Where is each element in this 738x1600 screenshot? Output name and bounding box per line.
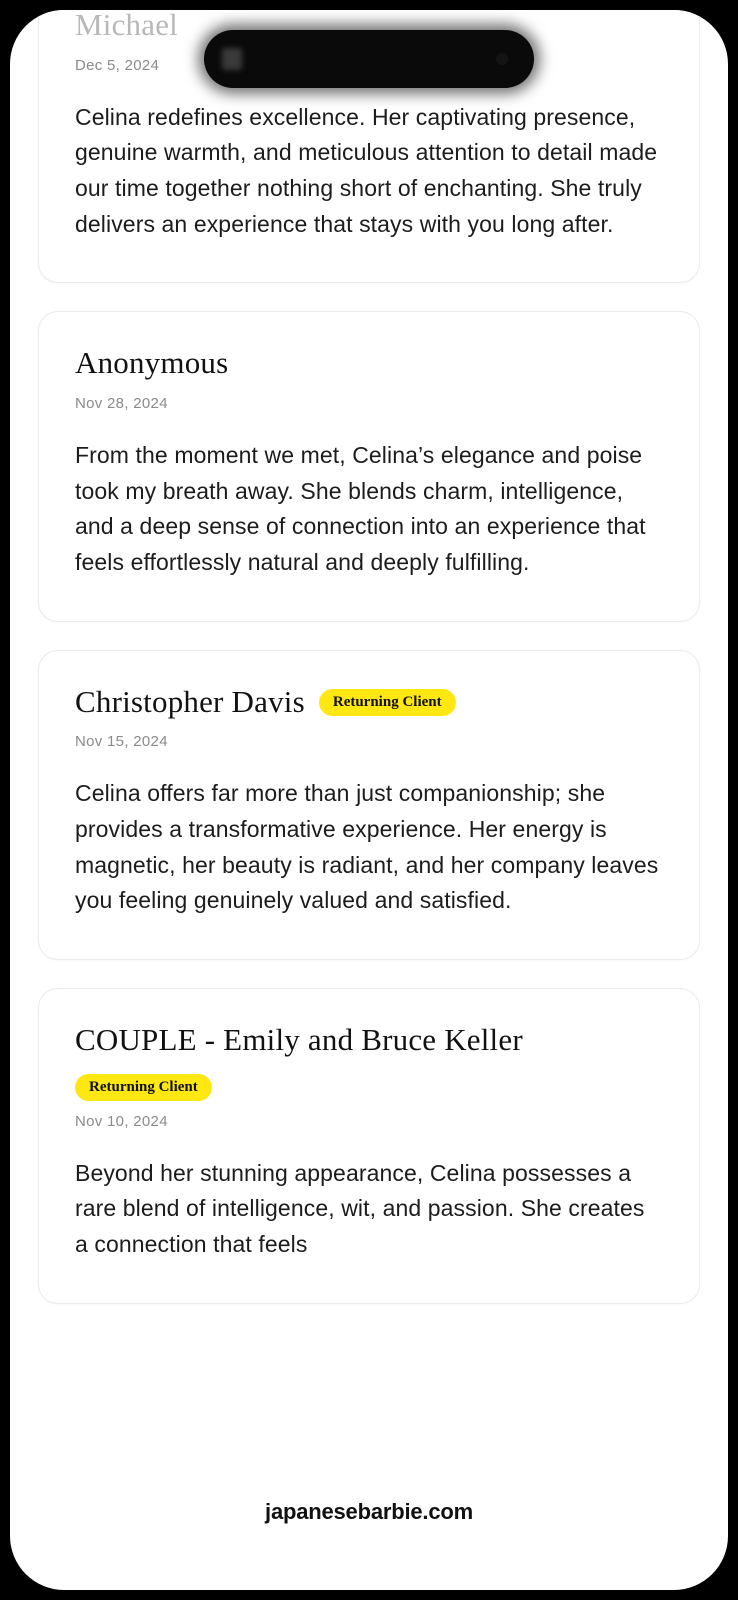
blurred-icon (222, 48, 242, 70)
testimonial-date: Nov 10, 2024 (75, 1112, 168, 1130)
testimonial-name: Anonymous (75, 345, 229, 381)
testimonial-name: Michael (75, 10, 178, 42)
phone-screen (10, 10, 728, 1590)
front-camera-icon (496, 53, 508, 65)
testimonial-header (75, 344, 663, 383)
testimonials-scroll-area[interactable] (10, 10, 728, 1590)
testimonial-text: Celina offers far more than just companionship; she provides a transformative experience. Her energy is magnetic, her beauty is radiant, and her company leaves you feeling genuinely valued and satisfied. (75, 780, 659, 914)
testimonial-text: From the moment we met, Celina’s elegance and poise took my breath away. She blends charm, intelligence, and a deep sense of connection into an experience that feels effortlessly natural and deeply fulfilling. (75, 442, 646, 575)
testimonial-date: Dec 5, 2024 (75, 56, 160, 74)
testimonial-text: Beyond her stunning appearance, Celina possesses a rare blend of intelligence, wit, and passion. She creates a connection that feels (75, 1159, 645, 1257)
testimonial-header (75, 683, 663, 722)
testimonial-header (75, 1021, 663, 1101)
testimonial-name: COUPLE - Emily and Bruce Keller (75, 1021, 523, 1057)
testimonial-card (38, 650, 700, 960)
status-badge: Returning Client (319, 689, 456, 716)
testimonial-text: Celina redefines excellence. Her captivating presence, genuine warmth, and meticulous attention to detail made our time together nothing short of enchanting. She truly delivers an experience that stays with you long after. (75, 103, 658, 237)
testimonial-card (38, 988, 700, 1304)
dynamic-island (204, 30, 534, 88)
testimonial-date: Nov 15, 2024 (75, 733, 168, 751)
testimonial-name: Christopher Davis (75, 683, 305, 719)
site-watermark: japanesebarbie.com (235, 1486, 503, 1538)
status-badge: Returning Client (75, 1074, 212, 1101)
testimonial-date: Nov 28, 2024 (75, 395, 168, 413)
testimonial-card (38, 311, 700, 621)
